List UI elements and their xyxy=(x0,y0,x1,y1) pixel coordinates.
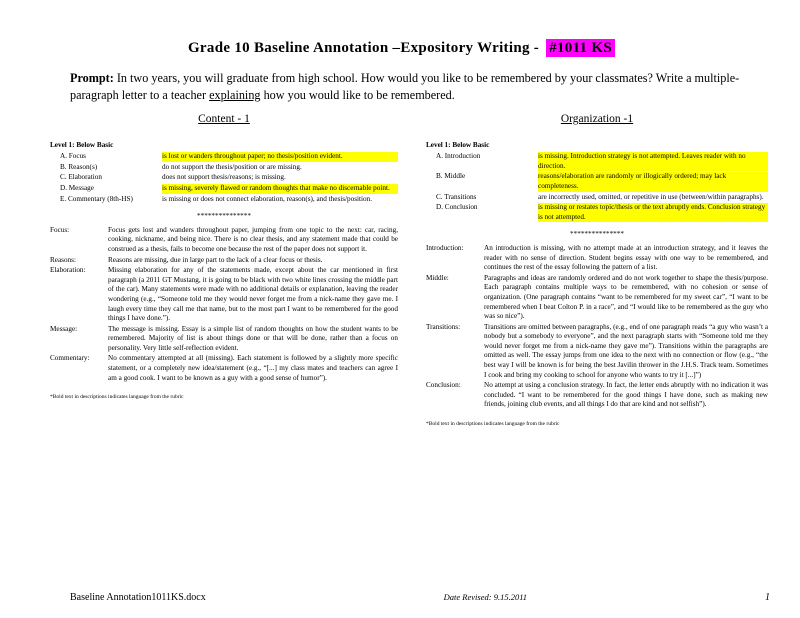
rubric-row: E. Commentary (8th-HS) is missing or does not connect elaboration, reason(s), and thesis/position. xyxy=(60,194,372,203)
prompt xyxy=(70,70,750,104)
footer-filename: Baseline Annotation1011KS.docx xyxy=(70,592,206,603)
annotation: Reasons: Reasons are missing, due in large part to the lack of a clear focus or thesis. xyxy=(50,255,323,264)
annotation: Transitions: Transitions are omitted between paragraphs, (e.g., end of one paragraph reads “a guy who wasn’t a nobody but a somebody to everyone”, and the next paragraph starts with “Someone told me they would never forget me from a nick-name they gave me”). Transitions within the paragraphs are omitted as well. The essay jumps from one idea to the next with no connection or flow (e.g., “the best way I will be known is for being the best Javilin thrower in the J.H.S. Track team. Sometimes I cook and bring my cooking to school for anyone who wants to try it [...]”) xyxy=(426,322,769,379)
rubric-row: D. Conclusion is missing or restates topic/thesis or the text abruptly ends. Conclusion strategy is not attempted. xyxy=(426,203,768,222)
organization-column xyxy=(426,115,768,430)
prompt-label: Prompt: xyxy=(70,71,114,85)
prompt-keyword: explaining xyxy=(209,88,261,102)
separator: *************** xyxy=(570,230,624,239)
organization-heading: Organization -1 xyxy=(560,113,634,125)
organization-level: Level 1: Below Basic xyxy=(426,140,490,149)
rubric-row: D. Message is missing, severely flawed or random thoughts that make no discernable point. xyxy=(50,184,398,194)
prompt-tail: how you would like to be remembered. xyxy=(260,88,455,102)
page-title xyxy=(0,40,800,57)
content-heading: Content - 1 xyxy=(198,113,250,125)
rubric-row: B. Reason(s) do not support the thesis/position or are missing. xyxy=(60,162,302,171)
rubric-row: C. Transitions are incorrectly used, omitted, or repetitive in use (between/within paragraphs). xyxy=(436,192,764,201)
content-column xyxy=(50,115,398,403)
separator: *************** xyxy=(197,212,251,221)
annotation: Focus: Focus gets lost and wanders throughout paper, jumping from one topic to the next: car, racing, cooking, nickname, and being nice. There is no clear thesis, and any statement made that could be construed as a thesis, fails to become one because the rest of the paper does not support it. xyxy=(50,225,398,253)
annotation: Commentary: No commentary attempted at all (missing). Each statement is followed by a slightly more specific statement, or a completely new idea/statement (e.g., “[...] my class mates and teachers can agree I am a good cook. I want to be known as a guy with a good sense of humor”). xyxy=(50,354,398,382)
prompt-text: In two years, you will graduate from high school. How would you like to be remembered by your classmates? Write a multiple-paragraph letter to a teacher xyxy=(70,71,740,102)
footnote: *Bold text in descriptions indicates language from the rubric xyxy=(50,394,184,401)
rubric-row: A. Introduction is missing. Introduction strategy is not attempted. Leaves reader with no direction. xyxy=(426,152,768,171)
rubric-row: C. Elaboration does not support thesis/reasons; is missing. xyxy=(60,173,286,182)
content-level: Level 1: Below Basic xyxy=(50,140,114,149)
annotation: Elaboration: Missing elaboration for any of the statements made, except about the car mentioned in first paragraph (a 2011 GT Mustang, it is going to be black with two white lines crossing the middle part of the car). Many statements were made with no additional details or explanation, leaving the reader wondering (e.g., “Someone told me they would never forget me from a nick-name they gave me. I laugh every time they call me that name, but to the most part I want to be remembered for the good things I have done.”). xyxy=(50,266,398,323)
annotation: Introduction: An introduction is missing, with no attempt made at an introduction strategy, and it leaves the reader with no sense of direction. Student begins essay with one way to be remembered, and continues the rest of the essay following the pattern of a list. xyxy=(426,243,768,272)
footer-date: Date Revised: 9.15.2011 xyxy=(443,592,528,602)
annotation: Middle: Paragraphs and ideas are randomly ordered and do not work together to shape the thesis/purpose. Each paragraph contains multiple ways to be remembered, with no cohesion or sense of organization. (One paragraph contains “want to be remembered for my sweet car”, “I want to be remembered when I beat Colton P. in a race”, and “I would like to be remembered as the guy who was so nice”). xyxy=(426,273,768,321)
rubric-row: A. Focus is lost or wanders throughout paper; no thesis/position evident. xyxy=(50,152,398,162)
footnote: *Bold text in descriptions indicates language from the rubric xyxy=(426,421,560,428)
annotation: Conclusion: No attempt at using a conclusion strategy. In fact, the letter ends abruptly with no indication it was concluded. “I want to be remembered for the good things I have done, such as making new friends, joining club events, and all things I do that are kind and not selfish”). xyxy=(426,381,768,409)
annotation: Message: The message is missing. Essay is a simple list of random thoughts on how the student wants to be remembered. Majority of list is about things done or that will be done, rather than a focus on personality. Very little self-reflection evident. xyxy=(50,324,398,352)
rubric-row: B. Middle reasons/elaboration are randomly or illogically ordered; may lack completeness. xyxy=(426,172,768,191)
student-code: #1011 KS xyxy=(546,39,615,57)
title-main: Grade 10 Baseline Annotation –Expository Writing - xyxy=(187,40,540,56)
page-number: 1 xyxy=(764,592,770,603)
page-footer xyxy=(70,592,770,603)
